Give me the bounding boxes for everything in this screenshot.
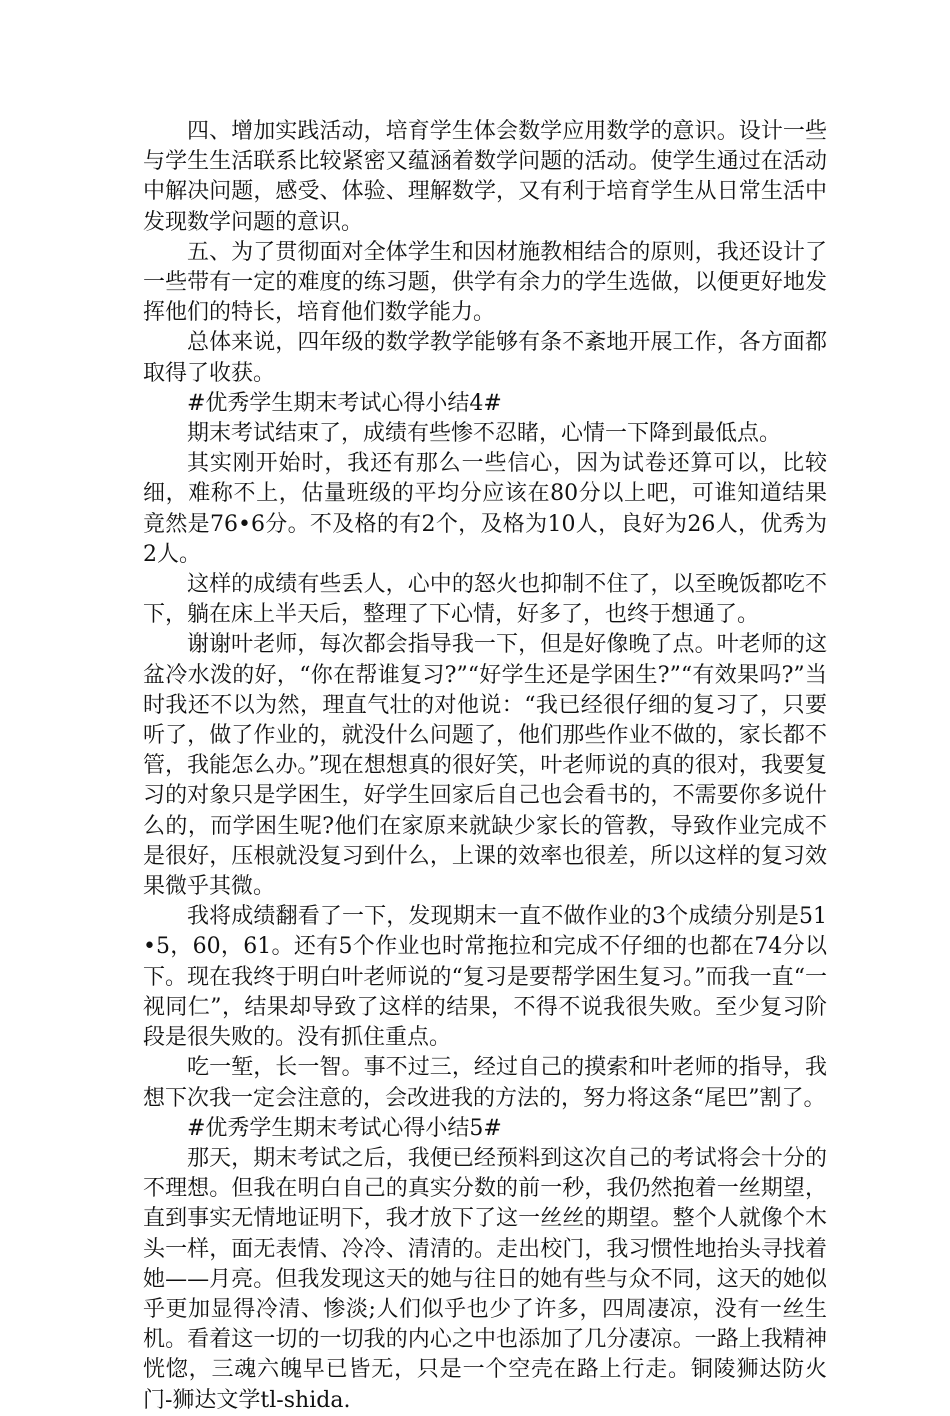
paragraph-exam-ended: 期末考试结束了，成绩有些惨不忍睹，心情一下降到最低点。 [187, 421, 782, 447]
paragraph-summary: 总体来说，四年级的数学教学能够有条不紊地开展工作，各方面都取得了收获。 [143, 330, 827, 386]
paragraph-lesson: 吃一堑，长一智。事不过三，经过自己的摸索和叶老师的指导，我想下次我一定会注意的，会改进我的方法的，努力将这条“尾巴”割了。 [143, 1055, 827, 1111]
paragraph-activity: 四、增加实践活动，培育学生体会数学应用数学的意识。设计一些与学生生活联系比较紧密又蕴涵着数学问题的活动。使学生通过在活动中解决问题，感受、体验、理解数学，又有利于培育学生从日常生活中发现数学问题的意识。 [143, 119, 827, 235]
section-heading-5: #优秀学生期末考试心得小结5# [187, 1115, 502, 1141]
section-heading-4: #优秀学生期末考试心得小结4# [187, 390, 502, 416]
paragraph-feelings: 这样的成绩有些丢人，心中的怒火也抑制不住了，以至晚饭都吃不下，躺在床上半天后，整理了下心情，好多了，也终于想通了。 [143, 572, 827, 628]
paragraph-analysis: 我将成绩翻看了一下，发现期末一直不做作业的3个成绩分别是51•5，60，61。还有5个作业也时常拖拉和完成不仔细的也都在74分以下。现在我终于明白叶老师说的“复习是要帮学困生复习。”而我一直“一视同仁”，结果却导致了这样的结果，不得不说我很失败。至少复习阶段是很失败的。没有抓住重点。 [143, 904, 827, 1051]
paragraph-exercises: 五、为了贯彻面对全体学生和因材施教相结合的原则，我还设计了一些带有一定的难度的练习题，供学有余力的学生选做，以便更好地发挥他们的特长，培育他们数学能力。 [143, 239, 827, 326]
document-body [143, 117, 827, 1416]
paragraph-teacher-advice: 谢谢叶老师，每次都会指导我一下，但是好像晚了点。叶老师的这盆冷水泼的好，“你在帮谁复习?”“好学生还是学困生?”“有效果吗?”当时我还不以为然，理直气壮的对他说：“我已经很仔细的复习了，只要听了，做了作业的，就没什么问题了，他们那些作业不做的，家长都不管，我能怎么办。”现在想想真的很好笑，叶老师说的真的很对，我要复习的对象只是学困生，好学生回家后自己也会看书的，不需要你多说什么的，而学困生呢?他们在家原来就缺少家长的管教，导致作业完成不是很好，压根就没复习到什么，上课的效率也很差，所以这样的复习效果微乎其微。 [143, 632, 827, 900]
paragraph-moon: 那天，期末考试之后，我便已经预料到这次自己的考试将会十分的不理想。但我在明白自己的真实分数的前一秒，我仍然抱着一丝期望，直到事实无情地证明下，我才放下了这一丝丝的期望。整个人就像个木头一样，面无表情、冷冷、清清的。走出校门，我习惯性地抬头寻找着她——月亮。但我发现这天的她与往日的她有些与众不同，这天的她似乎更加显得冷清、惨淡;人们似乎也少了许多，四周凄凉，没有一丝生机。看着这一切的一切我的内心之中也添加了几分凄凉。一路上我精神恍惚，三魂六魄早已皆无，只是一个空壳在路上行走。铜陵狮达防火门-狮达文学tl-shida. [143, 1145, 827, 1413]
paragraph-scores: 其实刚开始时，我还有那么一些信心，因为试卷还算可以，比较细，难称不上，估量班级的平均分应该在80分以上吧，可谁知道结果竟然是76•6分。不及格的有2个，及格为10人，良好为26人，优秀为2人。 [143, 451, 827, 567]
